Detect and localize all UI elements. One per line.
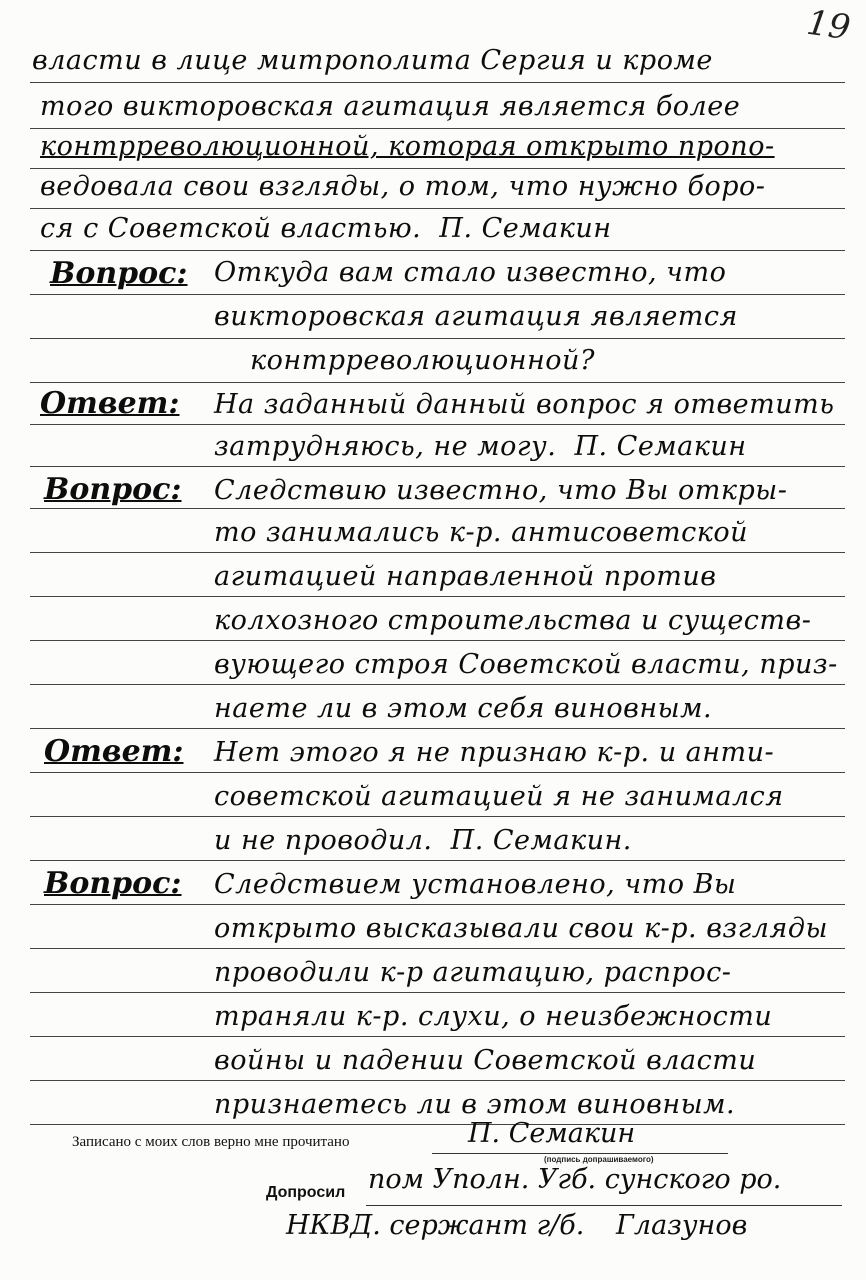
interrogator-line — [366, 1205, 842, 1206]
signature-caption: (подпись допрашиваемого) — [544, 1155, 654, 1164]
handwritten-line: викторовская агитация является — [214, 301, 738, 332]
answer-label: Ответ: — [44, 734, 184, 769]
signature: П. Семакин — [574, 431, 747, 462]
recorded-statement: Записано с моих слов верно мне прочитано — [72, 1134, 350, 1150]
handwritten-line: На заданный данный вопрос я ответить — [214, 389, 835, 420]
answer-label: Ответ: — [40, 386, 180, 421]
ruled-line — [30, 508, 845, 509]
question-label: Вопрос: — [44, 866, 182, 901]
question-label: Вопрос: — [50, 256, 188, 291]
ruled-line — [30, 728, 845, 729]
ruled-line — [30, 382, 845, 383]
ruled-line — [30, 772, 845, 773]
handwritten-line: открыто высказывали свои к-р. взгляды — [214, 913, 828, 944]
ruled-line — [30, 596, 845, 597]
ruled-line — [30, 684, 845, 685]
handwritten-line: советской агитацией я не занимался — [214, 781, 784, 812]
ruled-line — [30, 128, 845, 129]
interrogator-label: Допросил — [266, 1184, 346, 1201]
interrogator-title: пом Уполн. Угб. сунского ро. — [368, 1164, 782, 1195]
signature: П. Семакин. — [450, 825, 632, 856]
handwritten-line: признаетесь ли в этом виновным. — [214, 1089, 736, 1120]
handwritten-line: проводили к-р агитацию, распрос- — [214, 957, 732, 988]
interrogator-rank: НКВД. сержант г/б. — [286, 1210, 585, 1241]
handwritten-line: контрреволюционной? — [250, 345, 595, 376]
handwritten-line: траняли к-р. слухи, о неизбежности — [214, 1001, 773, 1032]
ruled-line — [30, 816, 845, 817]
handwritten-line: то занимались к-р. антисоветской — [214, 517, 749, 548]
handwritten-line: того викторовская агитация является более — [40, 91, 741, 122]
ruled-line — [30, 294, 845, 295]
interrogator-signature: Глазунов — [616, 1210, 748, 1241]
ruled-line — [30, 904, 845, 905]
ruled-line — [30, 552, 845, 553]
handwritten-line: власти в лице митрополита Сергия и кроме — [32, 45, 713, 76]
handwritten-line: затрудняюсь, не могу. П. Семакин — [214, 431, 747, 462]
ruled-line — [30, 424, 845, 425]
page-number: 19 — [804, 2, 853, 49]
handwritten-line: Нет этого я не признаю к-р. и анти- — [214, 737, 775, 768]
interviewee-signature: П. Семакин — [468, 1118, 636, 1149]
handwritten-line: ся с Советской властью. П. Семакин — [40, 213, 612, 244]
handwritten-line: ведовала свои взгляды, о том, что нужно боро- — [40, 171, 766, 202]
ruled-line — [30, 1124, 845, 1125]
handwritten-line: вующего строя Советской власти, приз- — [214, 649, 838, 680]
ruled-line — [30, 82, 845, 83]
ruled-line — [30, 992, 845, 993]
question-label: Вопрос: — [44, 472, 182, 507]
ruled-line — [30, 208, 845, 209]
ruled-line — [30, 860, 845, 861]
ruled-line — [30, 168, 845, 169]
handwritten-line: наете ли в этом себя виновным. — [214, 693, 713, 724]
ruled-line — [30, 466, 845, 467]
handwritten-line: агитацией направленной против — [214, 561, 717, 592]
signature-line — [432, 1153, 728, 1154]
ruled-line — [30, 338, 845, 339]
handwritten-line: Следствию известно, что Вы откры- — [214, 475, 788, 506]
handwritten-line: войны и падении Советской власти — [214, 1045, 757, 1076]
ruled-line — [30, 1036, 845, 1037]
handwritten-line: Откуда вам стало известно, что — [214, 257, 727, 288]
handwritten-line: колхозного строительства и существ- — [214, 605, 812, 636]
handwritten-line: контрреволюционной, которая открыто пропо- — [40, 131, 775, 162]
signature: П. Семакин — [439, 213, 612, 244]
ruled-line — [30, 640, 845, 641]
ruled-line — [30, 1080, 845, 1081]
handwritten-line: и не проводил. П. Семакин. — [214, 825, 632, 856]
handwritten-line: Следствием установлено, что Вы — [214, 869, 737, 900]
ruled-line — [30, 948, 845, 949]
ruled-line — [30, 250, 845, 251]
